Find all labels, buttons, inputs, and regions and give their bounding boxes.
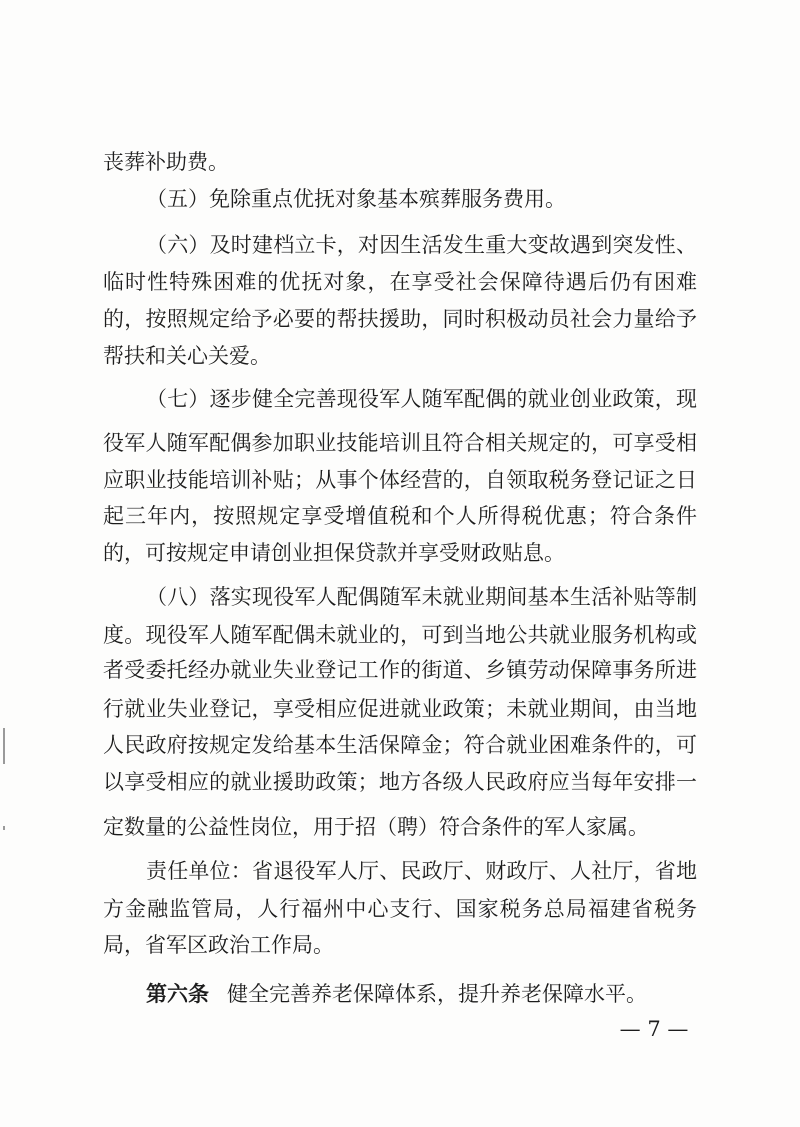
article-line	[146, 979, 697, 1009]
paragraph-line: （五）免除重点优抚对象基本殡葬服务费用。	[146, 187, 566, 211]
page-number: — 7 —	[619, 1017, 689, 1041]
scan-margin-mark	[3, 728, 5, 764]
scan-margin-mark	[3, 826, 5, 830]
responsible-units-line: 责任单位：省退役军人厅、民政厅、财政厅、人社厅，省地	[146, 859, 697, 883]
responsible-units-line: 方金融监管局，人行福州中心支行、国家税务总局福建省税务	[103, 897, 697, 921]
paragraph-line: 以享受相应的就业援助政策；地方各级人民政府应当每年安排一	[103, 770, 697, 794]
article-heading: 第六条	[146, 982, 209, 1006]
paragraph-line: 人民政府按规定发给基本生活保障金；符合就业困难条件的，可	[103, 733, 697, 757]
paragraph-line: 帮扶和关心关爱。	[103, 344, 271, 368]
paragraph-line: 役军人随军配偶参加职业技能培训且符合相关规定的，可享受相	[103, 431, 697, 455]
paragraph-line: 起三年内，按照规定享受增值税和个人所得税优惠；符合条件	[103, 504, 697, 528]
paragraph-line: （六）及时建档立卡，对因生活发生重大变故遇到突发性、	[146, 233, 697, 257]
article-text: 健全完善养老保障体系，提升养老保障水平。	[227, 982, 647, 1006]
paragraph-line: （八）落实现役军人配偶随军未就业期间基本生活补贴等制	[146, 585, 697, 609]
paragraph-line: 临时性特殊困难的优抚对象，在享受社会保障待遇后仍有困难	[103, 270, 697, 294]
paragraph-line: 的，可按规定申请创业担保贷款并享受财政贴息。	[103, 541, 565, 565]
responsible-units-line: 局，省军区政治工作局。	[103, 933, 334, 957]
paragraph-line: 应职业技能培训补贴；从事个体经营的，自领取税务登记证之日	[103, 468, 697, 492]
paragraph-line: 度。现役军人随军配偶未就业的，可到当地公共就业服务机构或	[103, 623, 697, 647]
paragraph-line: 行就业失业登记，享受相应促进就业政策；未就业期间，由当地	[103, 697, 697, 721]
paragraph-line: 丧葬补助费。	[103, 150, 229, 174]
paragraph-line: （七）逐步健全完善现役军人随军配偶的就业创业政策，现	[146, 387, 697, 411]
paragraph-line: 的，按照规定给予必要的帮扶援助，同时积极动员社会力量给予	[103, 307, 697, 331]
paragraph-line: 者受委托经办就业失业登记工作的街道、乡镇劳动保障事务所进	[103, 658, 697, 682]
paragraph-line: 定数量的公益性岗位，用于招（聘）符合条件的军人家属。	[103, 815, 649, 839]
